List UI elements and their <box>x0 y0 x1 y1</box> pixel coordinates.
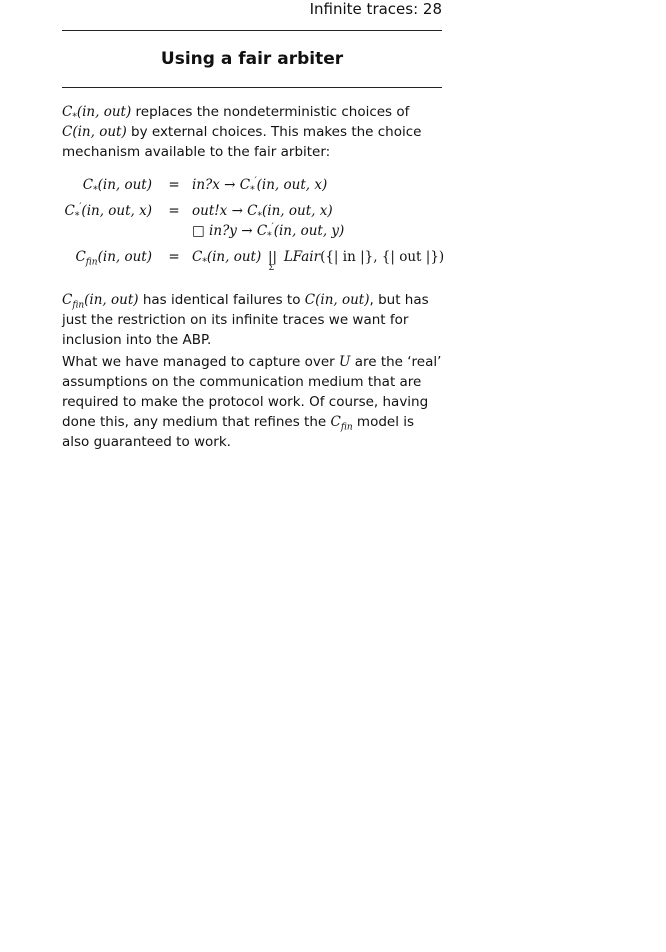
eq3-equals: = <box>168 249 180 265</box>
running-header: Infinite traces: 28 <box>309 0 442 18</box>
universe-symbol: U <box>339 354 351 370</box>
cfin-symbol-2: $C_{fin}$ <box>330 414 353 433</box>
title-rule <box>62 87 442 88</box>
intro-text-a: replaces the nondeterministic choices of <box>131 104 410 120</box>
conclusion-text-a: What we have managed to capture over <box>62 354 340 370</box>
paragraph-conclusion <box>62 352 442 452</box>
intro-text-b: by external choices. This makes the choice mechanism available to the fair arbiter: <box>62 124 422 160</box>
paragraph-cfin <box>62 290 442 350</box>
eq1-equals: = <box>168 177 180 193</box>
conclusion-text-b: are the ‘real’ assumptions on the communication medium that are required to make the protocol work. Of course, having done this, any medium that refines the <box>62 354 442 430</box>
top-rule <box>62 30 442 31</box>
conclusion-text-c: model is also guaranteed to work. <box>62 414 415 450</box>
cs-symbol: $C_*$ <box>62 104 77 123</box>
parallel-sync-operator: || Σ <box>267 249 278 272</box>
paragraph-intro <box>62 102 442 162</box>
eq2-rhs: $out!x \to C_*(in$, out, x) <box>192 203 333 222</box>
c-symbol-2: C <box>304 292 316 308</box>
external-choice-box-symbol: □ <box>192 223 205 239</box>
slide-title: Using a fair arbiter <box>160 49 344 69</box>
cfin-text-a: has identical failures to <box>138 292 305 308</box>
eq1-rhs: in?x → $C_*'(in$, out, x) <box>192 176 328 196</box>
eq2-choice-branch: □ in?y → $C_*'(in$, out, y) <box>192 222 345 242</box>
cfin-args: (in, out) <box>84 292 139 308</box>
eq1-lhs: $C_*(in$, out) <box>82 177 152 196</box>
c-args: (in, out) <box>72 124 127 140</box>
c-args-2: (in, out) <box>315 292 370 308</box>
eq3-rhs: $C_*(in$, out) || Σ LFair({| in |}, {| out |}) <box>192 246 444 268</box>
eq3-lhs: $C_{fin}(in$, out) <box>75 249 152 268</box>
c-symbol: C <box>62 124 73 140</box>
eq2-equals: = <box>168 203 180 219</box>
cfin-symbol: $C_{fin}$ <box>62 292 85 311</box>
cs-args: (in, out) <box>76 104 132 120</box>
eq2-lhs: $C_*'(in$, out, x) <box>64 202 152 222</box>
cfin-text-b: , but has just the restriction on its infinite traces we want for inclusion into the ABP. <box>62 292 429 348</box>
